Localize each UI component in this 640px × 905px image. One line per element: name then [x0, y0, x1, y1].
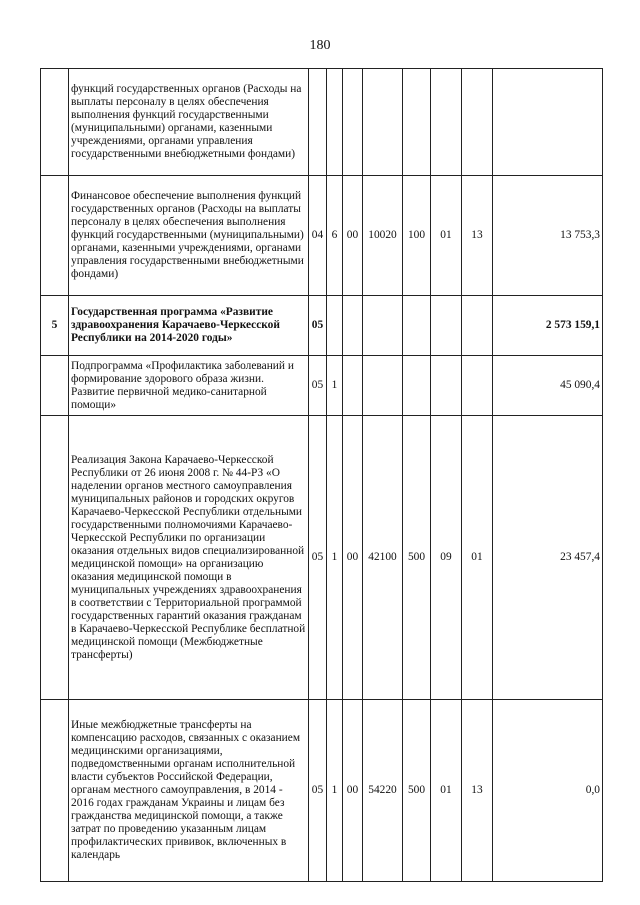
expense-type-code — [403, 356, 431, 416]
row-description: функций государственных органов (Расходы на выплаты персоналу в целях обеспечения выполнения функций государственными (муниципальными) органами, казенными учреждениями, органами управления государственными внебюджетными фондами) — [69, 69, 309, 176]
row-description: Финансовое обеспечение выполнения функций государственных органов (Расходы на выплаты персоналу в целях обеспечения выполнения функций государственными (муниципальными) органами, казенными учреждениями, органами управления государственными внебюджетными фондами) — [69, 176, 309, 296]
row-number: 5 — [41, 296, 69, 356]
row-number — [41, 69, 69, 176]
amount: 13 753,3 — [493, 176, 603, 296]
row-description: Государственная программа «Развитие здравоохранения Карачаево-Черкесской Республики на 2014-2020 годы» — [69, 296, 309, 356]
table-body — [41, 69, 603, 882]
expense-type-code — [403, 296, 431, 356]
section-code: 04 — [309, 176, 327, 296]
row-number — [41, 416, 69, 700]
amount — [493, 69, 603, 176]
subsection-extra-code: 13 — [462, 176, 493, 296]
direction-code: 10020 — [363, 176, 403, 296]
amount: 0,0 — [493, 700, 603, 882]
amount: 23 457,4 — [493, 416, 603, 700]
program-code: 1 — [327, 416, 343, 700]
row-number — [41, 176, 69, 296]
subsection-extra-code — [462, 356, 493, 416]
amount: 2 573 159,1 — [493, 296, 603, 356]
table-row — [41, 416, 603, 700]
row-description: Иные межбюджетные трансферты на компенсацию расходов, связанных с оказанием медицинскими организациями, подведомственными органам исполнительной власти субъектов Российской Федерации, органам местного самоуправления, в 2014 - 2016 годах гражданам Украины и лицам без гражданства медицинской помощи, а также затрат по проведению указанным лицам профилактических прививок, включенных в календарь — [69, 700, 309, 882]
subprogram-code: 00 — [343, 176, 363, 296]
subsection-extra-code — [462, 69, 493, 176]
budget-table — [40, 68, 603, 882]
row-description: Реализация Закона Карачаево-Черкесской Республики от 26 июня 2008 г. № 44-РЗ «О наделении органов местного самоуправления муниципальных районов и городских округов Карачаево-Черкесской Республики отдельными государственными полномочиями Карачаево-Черкесской Республики по организации оказания отдельных видов специализированной медицинской помощи» на организацию оказания медицинской помощи в муниципальных учреждениях здравоохранения в соответствии с Территориальной программой государственных гарантий оказания гражданам в Карачаево-Черкесской Республике бесплатной медицинской помощи (Межбюджетные трансферты) — [69, 416, 309, 700]
program-code: 1 — [327, 700, 343, 882]
program-code — [327, 296, 343, 356]
section-code — [309, 69, 327, 176]
table-row — [41, 69, 603, 176]
subsection-code — [431, 69, 462, 176]
program-code — [327, 69, 343, 176]
subsection-code: 01 — [431, 700, 462, 882]
page-number: 180 — [309, 38, 331, 53]
row-number — [41, 356, 69, 416]
expense-type-code — [403, 69, 431, 176]
section-code: 05 — [309, 296, 327, 356]
subprogram-code — [343, 356, 363, 416]
program-code: 1 — [327, 356, 343, 416]
section-code: 05 — [309, 416, 327, 700]
expense-type-code: 500 — [403, 700, 431, 882]
table-row — [41, 176, 603, 296]
expense-type-code: 500 — [403, 416, 431, 700]
direction-code: 54220 — [363, 700, 403, 882]
direction-code — [363, 69, 403, 176]
subprogram-code: 00 — [343, 416, 363, 700]
subsection-extra-code: 01 — [462, 416, 493, 700]
section-code: 05 — [309, 356, 327, 416]
program-code: 6 — [327, 176, 343, 296]
subsection-code: 09 — [431, 416, 462, 700]
direction-code — [363, 296, 403, 356]
subsection-code: 01 — [431, 176, 462, 296]
expense-type-code: 100 — [403, 176, 431, 296]
subsection-extra-code: 13 — [462, 700, 493, 882]
amount: 45 090,4 — [493, 356, 603, 416]
subprogram-code: 00 — [343, 700, 363, 882]
subsection-code — [431, 356, 462, 416]
table-row — [41, 296, 603, 356]
subprogram-code — [343, 296, 363, 356]
table-row — [41, 356, 603, 416]
section-code: 05 — [309, 700, 327, 882]
direction-code — [363, 356, 403, 416]
table-row — [41, 700, 603, 882]
row-number — [41, 700, 69, 882]
subprogram-code — [343, 69, 363, 176]
subsection-extra-code — [462, 296, 493, 356]
subsection-code — [431, 296, 462, 356]
row-description: Подпрограмма «Профилактика заболеваний и формирование здорового образа жизни. Развитие первичной медико-санитарной помощи» — [69, 356, 309, 416]
direction-code: 42100 — [363, 416, 403, 700]
